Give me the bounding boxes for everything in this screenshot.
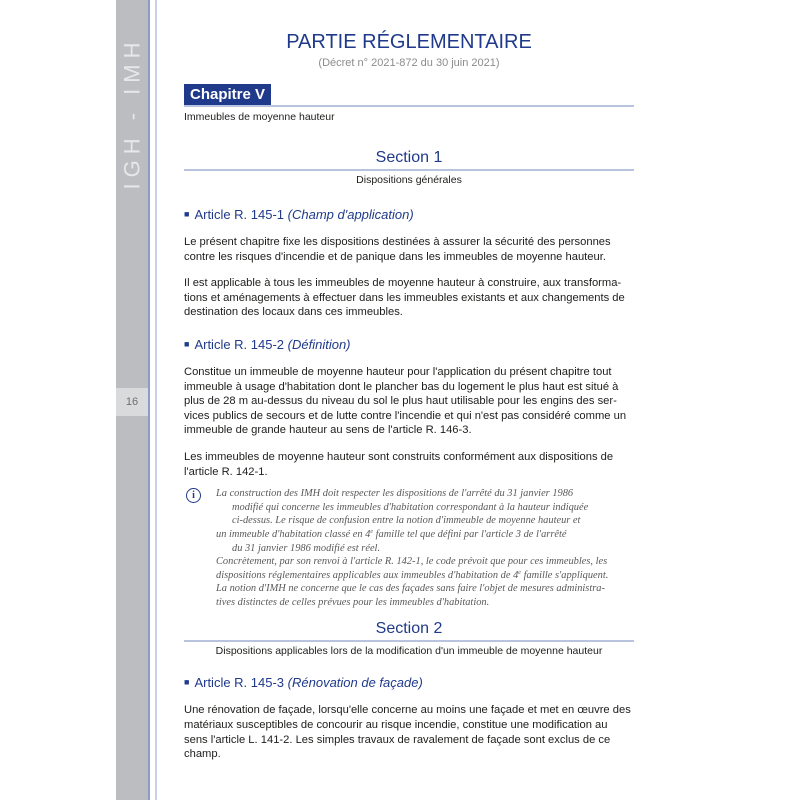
chapter-header (184, 84, 634, 107)
sidebar-title-text: IGH - IMH (119, 36, 144, 190)
section-1-subtitle: Dispositions générales (356, 174, 462, 186)
article-name: (Définition) (287, 336, 351, 352)
article-r145-1-heading (184, 206, 634, 223)
sidebar-border (148, 0, 150, 800)
article-r145-3-heading (184, 674, 634, 691)
page-title: PARTIE RÉGLEMENTAIRE (286, 31, 532, 53)
paragraph: Il est applicable à tous les immeubles de moyenne hauteur à construire, aux transforma-tions et aménagements à effectuer dans les immeubles existants et aux changements de destination des locaux dans ces immeubles. (184, 277, 625, 319)
section-2-subtitle: Dispositions applicables lors de la modification d'un immeuble de moyenne hauteur (215, 645, 603, 658)
note-line: du 31 janvier 1986 modifié est réel. (232, 542, 381, 554)
commentary-note (216, 487, 634, 609)
note-line: tives distinctes de celles prévues pour les immeubles d'habitation. (216, 596, 490, 608)
section-2-title: Section 2 (184, 619, 634, 642)
paragraph: Une rénovation de façade, lorsqu'elle concerne au moins une façade et met en œuvre des matériaux susceptibles de concourir au risque incendie, constitue une modification au sens l'article L. 141-2. Les simples travaux de ravalement de façade sont exclus de ce champ. (184, 704, 631, 761)
note-line: un immeuble d'habitation classé en 4e famille tel que défini par l'article 3 de l'arrêté (216, 528, 567, 540)
paragraph: Les immeubles de moyenne hauteur sont construits conformément aux dispositions de l'article R. 142-1. (184, 450, 614, 478)
article-number: Article R. 145-2 (194, 336, 285, 352)
chapter-subtitle: Immeubles de moyenne hauteur (184, 111, 335, 123)
commentary-block (184, 487, 634, 609)
note-line: Concrètement, par son renvoi à l'article R. 142-1, le code prévoit que pour ces immeubles, les (216, 556, 608, 568)
article-r145-2-heading (184, 336, 634, 353)
page-number: 16 (116, 388, 148, 416)
paragraph: Constitue un immeuble de moyenne hauteur pour l'application du présent chapitre tout immeuble à usage d'habitation dont le plancher bas du logement le plus haut est situé à plus de 28 m au-dessus du niveau du sol le plus haut utilisable pour les engins des ser-vices publics de secours et de lutte contre l'incendie et qui n'est pas considéré comme un immeuble de grande hauteur au sens de l'article R. 146-3. (184, 365, 627, 437)
bullet-icon: ■ (184, 677, 190, 688)
article-number: Article R. 145-3 (194, 675, 285, 691)
note-line: La construction des IMH doit respecter les dispositions de l'arrêté du 31 janvier 1986 (216, 488, 574, 500)
decree-reference: (Décret n° 2021-872 du 30 juin 2021) (318, 57, 500, 69)
sidebar-title (116, 38, 148, 188)
chapter-label: Chapitre V (184, 84, 271, 105)
section-1-title: Section 1 (184, 148, 634, 171)
note-line: La notion d'IMH ne concerne que le cas des façades sans faire l'objet de mesures administra- (216, 583, 605, 595)
page-content (184, 30, 634, 762)
bullet-icon: ■ (184, 209, 190, 219)
article-name: (Champ d'application) (287, 207, 414, 222)
margin-rule (155, 0, 157, 800)
paragraph: Le présent chapitre fixe les dispositions destinées à assurer la sécurité des personnes contre les risques d'incendie et de panique dans les immeubles de moyenne hauteur. (184, 236, 611, 263)
note-line: ci-dessus. Le risque de confusion entre la notion d'immeuble de moyenne hauteur et (232, 515, 581, 527)
note-line: dispositions réglementaires applicables aux immeubles d'habitation de 4e famille s'appliquent. (216, 569, 609, 581)
article-number: Article R. 145-1 (194, 207, 285, 222)
info-icon: i (186, 488, 201, 503)
bullet-icon: ■ (184, 338, 190, 349)
note-line: modifié qui concerne les immeubles d'habitation correspondant à la hauteur indiquée (232, 501, 589, 513)
article-name: (Rénovation de façade) (287, 675, 423, 691)
